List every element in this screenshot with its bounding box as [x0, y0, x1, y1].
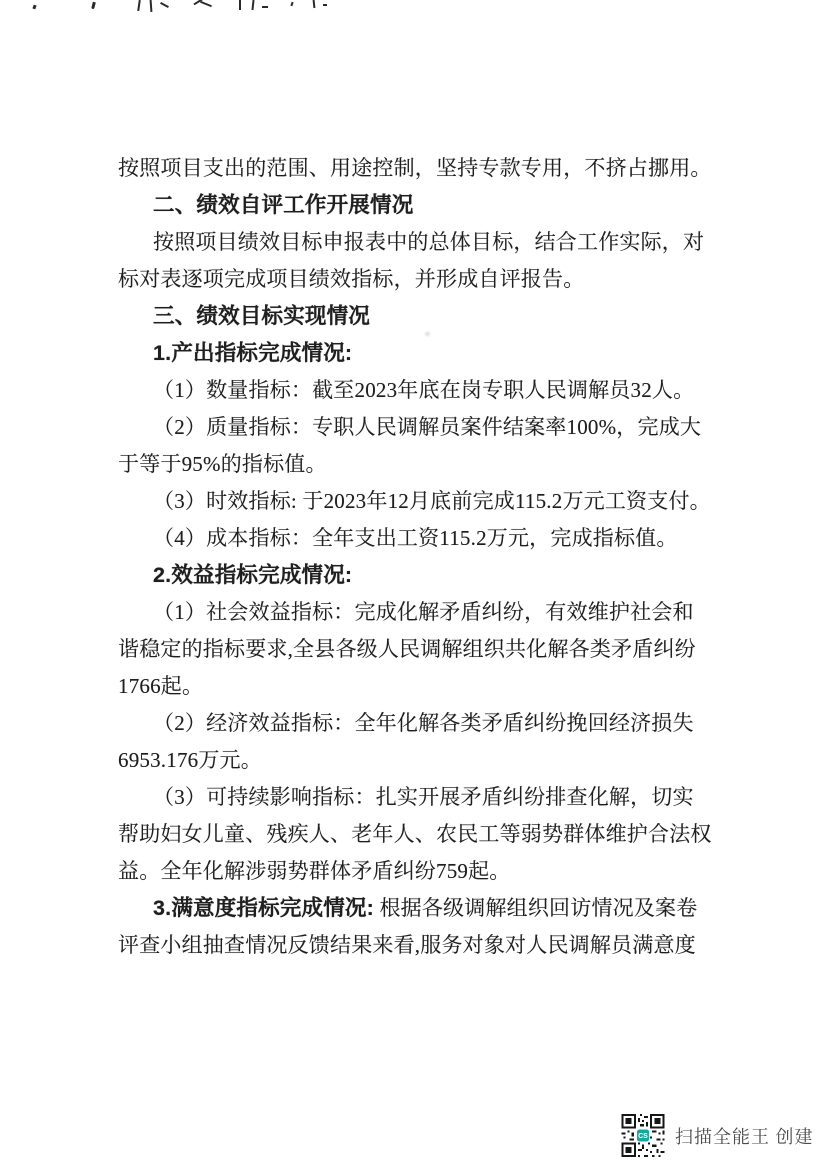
document-line: [118, 483, 718, 520]
document-line: [118, 335, 718, 372]
document-line: [118, 816, 718, 853]
document-line: [118, 446, 718, 483]
document-line: [118, 150, 718, 187]
camscanner-watermark: [621, 1114, 814, 1157]
document-line-text: （3）时效指标: 于2023年12月底前完成115.2万元工资支付。: [153, 489, 711, 513]
document-line: [118, 927, 718, 964]
document-line: [118, 779, 718, 816]
document-line-heading-text: 二、绩效自评工作开展情况: [153, 193, 414, 217]
document-line: [118, 594, 718, 631]
document-line: [118, 187, 718, 224]
document-line: [118, 372, 718, 409]
top-edge-cutoff-strokes: [0, 0, 400, 14]
document-line-heading-text: 2.效益指标完成情况:: [153, 563, 353, 587]
document-line-text: 评查小组抽查情况反馈结果来看,服务对象对人民调解员满意度: [118, 933, 696, 957]
document-line-text: 帮助妇女儿童、残疾人、老年人、农民工等弱势群体维护合法权: [118, 822, 712, 846]
document-line: [118, 409, 718, 446]
camscanner-qr-code-icon: [621, 1114, 665, 1157]
document-line-text: 1766起。: [118, 674, 204, 698]
document-line-text: （2）质量指标：专职人民调解员案件结案率100%，完成大: [153, 415, 702, 439]
document-line-text: （1）社会效益指标：完成化解矛盾纠纷，有效维护社会和: [153, 600, 694, 624]
document-line: [118, 261, 718, 298]
document-line-heading-text: 1.产出指标完成情况:: [153, 341, 353, 365]
document-line-text: 6953.176万元。: [118, 748, 262, 772]
watermark-label: 扫描全能王 创建: [675, 1126, 814, 1147]
document-line-text: 于等于95%的指标值。: [118, 452, 327, 476]
document-line-text: 益。全年化解涉弱势群体矛盾纠纷759起。: [118, 859, 511, 883]
document-line-text: 按照项目支出的范围、用途控制，坚持专款专用，不挤占挪用。: [118, 156, 712, 180]
document-line: [118, 668, 718, 705]
document-line-text: 标对表逐项完成项目绩效指标，并形成自评报告。: [118, 267, 585, 291]
document-line-text: （1）数量指标：截至2023年底在岗专职人民调解员32人。: [153, 378, 695, 402]
document-line: [118, 520, 718, 557]
document-line-text: 按照项目绩效目标申报表中的总体目标，结合工作实际，对: [153, 230, 705, 254]
document-line: [118, 631, 718, 668]
document-line-text: （2）经济效益指标：全年化解各类矛盾纠纷挽回经济损失: [153, 711, 694, 735]
document-line-text: 根据各级调解组织回访情况及案卷: [374, 896, 698, 920]
document-line-heading-text: 3.满意度指标完成情况:: [153, 896, 374, 920]
document-line: [118, 298, 718, 335]
document-line-heading-text: 三、绩效目标实现情况: [153, 304, 371, 328]
document-line-text: （3）可持续影响指标：扎实开展矛盾纠纷排查化解，切实: [153, 785, 694, 809]
document-line-text: （4）成本指标：全年支出工资115.2万元，完成指标值。: [153, 526, 678, 550]
document-line: [118, 853, 718, 890]
document-line-text: 谐稳定的指标要求,全县各级人民调解组织共化解各类矛盾纠纷: [118, 637, 696, 661]
document-line: [118, 224, 718, 261]
svg-text:CS: CS: [638, 1132, 648, 1140]
document-line: [118, 705, 718, 742]
text-block: [118, 150, 718, 964]
document-line: [118, 557, 718, 594]
document-line: [118, 742, 718, 779]
document-line: [118, 890, 718, 927]
